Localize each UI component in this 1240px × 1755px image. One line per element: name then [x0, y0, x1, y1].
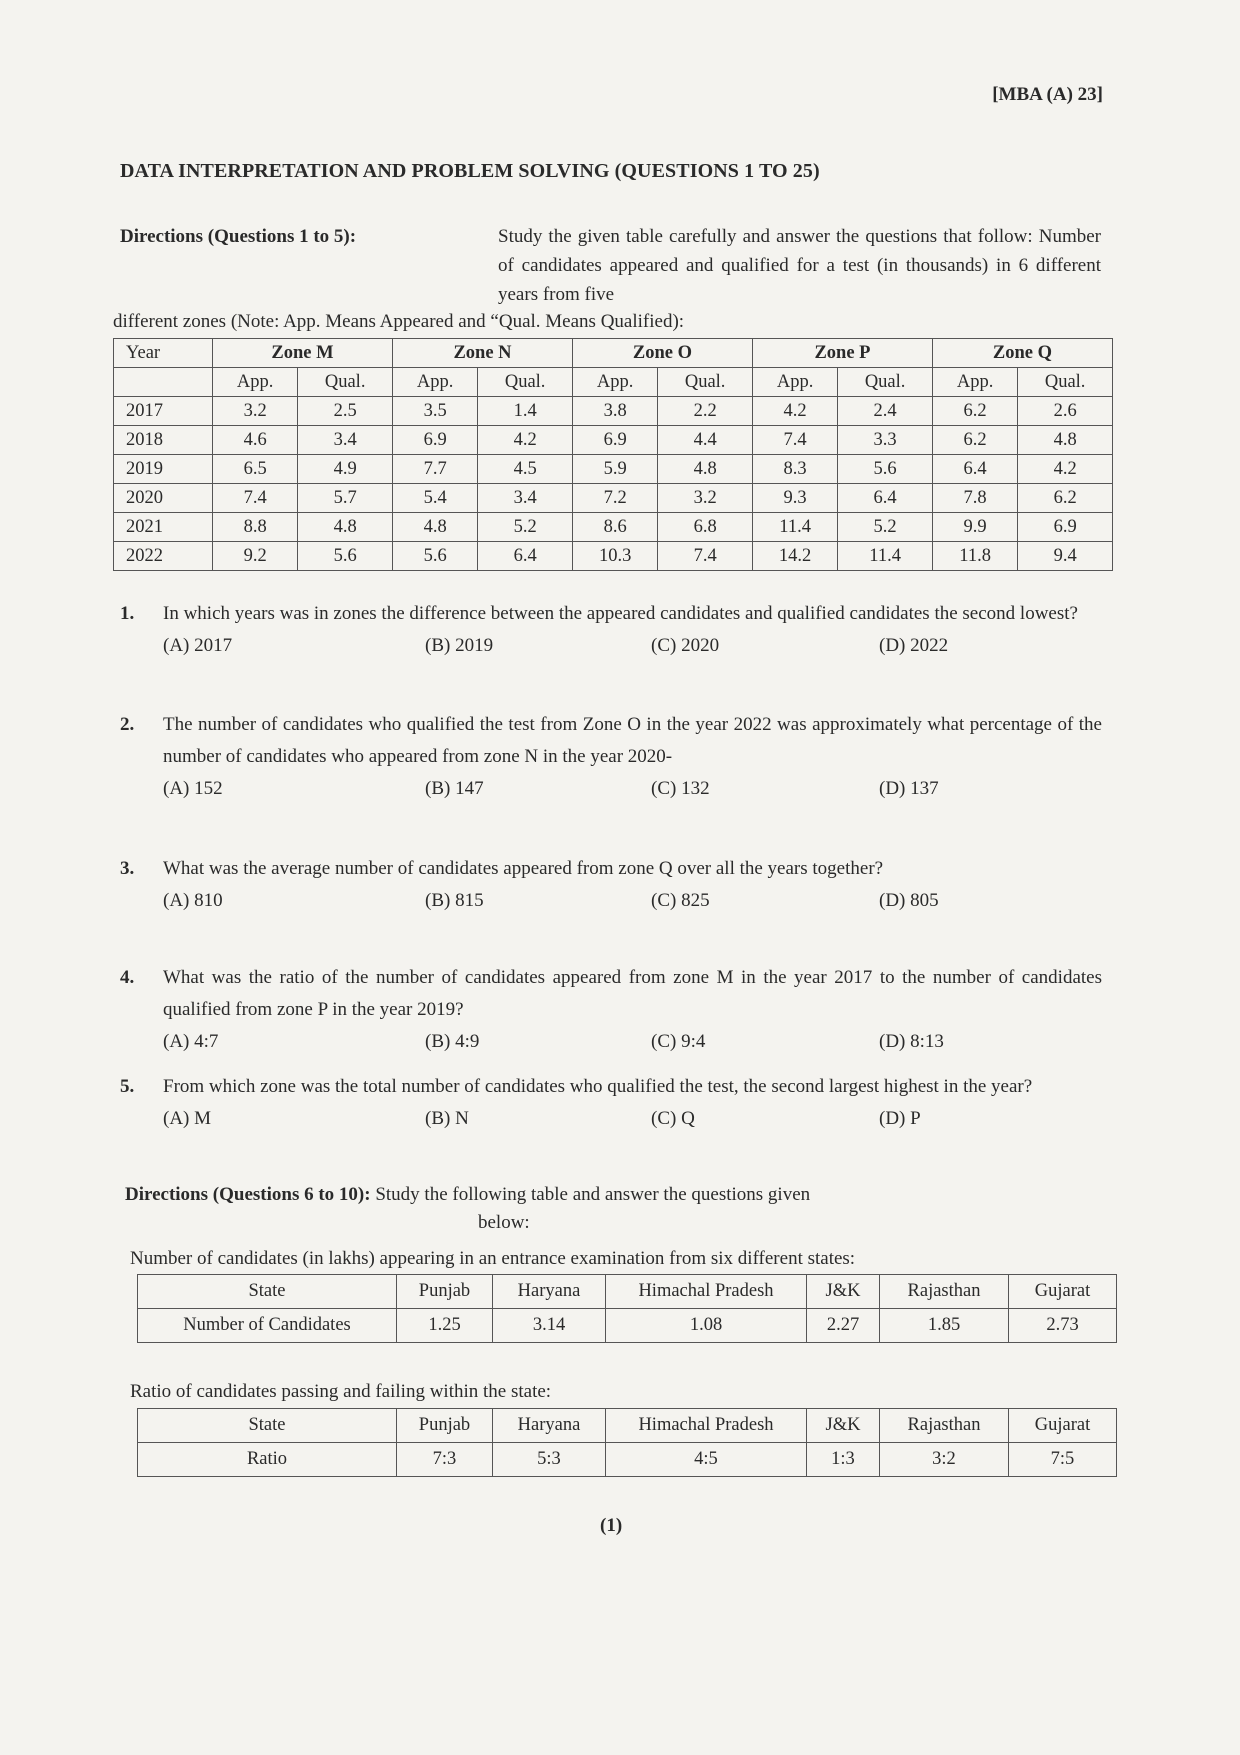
zone-table-row [114, 513, 1113, 542]
options [163, 1026, 1102, 1058]
options [163, 773, 1102, 805]
ratio-caption: Ratio of candidates passing and failing within the state: [130, 1381, 552, 1402]
value-cell: 3.5 [392, 397, 477, 426]
option-b[interactable]: (B) 2019 [425, 635, 494, 656]
zone-header: Zone N [392, 339, 572, 368]
value-cell: 2.2 [658, 397, 753, 426]
option-a[interactable]: (A) M [163, 1108, 212, 1129]
candidates-value-row [138, 1309, 1117, 1343]
directions-2-continuation: below: [478, 1212, 530, 1233]
sub-header: Qual. [838, 368, 933, 397]
value-cell: 7.4 [213, 484, 298, 513]
value-cell: 9.4 [1018, 542, 1113, 571]
value-cell: 4.5 [478, 455, 573, 484]
option-c[interactable]: (C) 132 [651, 778, 710, 799]
value-cell: 4.2 [478, 426, 573, 455]
ratio-value: 1:3 [807, 1443, 880, 1477]
directions-1-text: Study the given table carefully and answer the questions that follow: Number of candidates appeared and qualified for a test (in thousands) in 6 different years from five [498, 226, 1101, 305]
candidate-count: 1.08 [606, 1309, 807, 1343]
ratio-value-row [138, 1443, 1117, 1477]
zone-header: Zone M [213, 339, 393, 368]
directions-1-continuation: different zones (Note: App. Means Appeared and “Qual. Means Qualified): [113, 311, 685, 332]
ratio-header-row [138, 1409, 1117, 1443]
option-a[interactable]: (A) 810 [163, 890, 223, 911]
value-cell: 7.7 [392, 455, 477, 484]
option-b[interactable]: (B) N [425, 1108, 469, 1129]
value-cell: 4.8 [298, 513, 393, 542]
value-cell: 6.9 [572, 426, 657, 455]
value-cell: 4.2 [752, 397, 837, 426]
value-cell: 2.4 [838, 397, 933, 426]
ratio-table [137, 1408, 1117, 1477]
options [163, 1103, 1102, 1135]
question-number: 5. [120, 1076, 135, 1097]
value-cell: 2.5 [298, 397, 393, 426]
value-cell: 9.3 [752, 484, 837, 513]
option-b[interactable]: (B) 4:9 [425, 1031, 480, 1052]
state-name: Rajasthan [880, 1409, 1009, 1443]
section-title: DATA INTERPRETATION AND PROBLEM SOLVING (QUESTIONS 1 TO 25) [120, 160, 820, 182]
state-name: Punjab [397, 1275, 493, 1309]
value-cell: 5.2 [478, 513, 573, 542]
directions-2-label: Directions (Questions 6 to 10): [125, 1184, 371, 1205]
option-d[interactable]: (D) P [879, 1108, 921, 1129]
candidate-count: 2.73 [1009, 1309, 1117, 1343]
value-cell: 7.4 [752, 426, 837, 455]
ratio-value: 7:5 [1009, 1443, 1117, 1477]
year-cell: 2021 [114, 513, 213, 542]
empty-cell [114, 368, 213, 397]
ratio-value: 7:3 [397, 1443, 493, 1477]
state-name: Rajasthan [880, 1275, 1009, 1309]
value-cell: 7.4 [658, 542, 753, 571]
sub-header: App. [572, 368, 657, 397]
value-cell: 7.8 [932, 484, 1017, 513]
question-5 [120, 1071, 1102, 1135]
option-b[interactable]: (B) 815 [425, 890, 484, 911]
zone-table-header-row [114, 339, 1113, 368]
question-text: The number of candidates who qualified the test from Zone O in the year 2022 was approximately what percentage of the number of candidates who appeared from zone N in the year 2020- [163, 714, 1102, 767]
sub-header: Qual. [658, 368, 753, 397]
value-cell: 6.9 [392, 426, 477, 455]
value-cell: 6.4 [932, 455, 1017, 484]
value-cell: 5.6 [838, 455, 933, 484]
state-header: State [138, 1275, 397, 1309]
state-name: Gujarat [1009, 1275, 1117, 1309]
state-name: Himachal Pradesh [606, 1275, 807, 1309]
candidate-count: 1.85 [880, 1309, 1009, 1343]
value-cell: 4.8 [1018, 426, 1113, 455]
option-c[interactable]: (C) 9:4 [651, 1031, 706, 1052]
question-text: What was the ratio of the number of candidates appeared from zone M in the year 2017 to the number of candidates qualified from zone P in the year 2019? [163, 967, 1102, 1020]
sub-header: Qual. [478, 368, 573, 397]
value-cell: 5.7 [298, 484, 393, 513]
zone-header: Zone O [572, 339, 752, 368]
value-cell: 3.2 [213, 397, 298, 426]
zone-table-row [114, 484, 1113, 513]
sub-header: App. [932, 368, 1017, 397]
value-cell: 3.2 [658, 484, 753, 513]
candidates-table [137, 1274, 1117, 1343]
value-cell: 8.6 [572, 513, 657, 542]
zone-table-body [114, 397, 1113, 571]
row-label: Number of Candidates [138, 1309, 397, 1343]
ratio-value: 5:3 [493, 1443, 606, 1477]
candidate-count: 1.25 [397, 1309, 493, 1343]
value-cell: 14.2 [752, 542, 837, 571]
value-cell: 6.5 [213, 455, 298, 484]
option-d[interactable]: (D) 137 [879, 778, 939, 799]
question-text: What was the average number of candidates appeared from zone Q over all the years together? [163, 858, 884, 879]
value-cell: 10.3 [572, 542, 657, 571]
option-d[interactable]: (D) 805 [879, 890, 939, 911]
value-cell: 3.3 [838, 426, 933, 455]
value-cell: 6.4 [478, 542, 573, 571]
ratio-value: 4:5 [606, 1443, 807, 1477]
value-cell: 4.2 [1018, 455, 1113, 484]
year-header: Year [114, 339, 213, 368]
value-cell: 9.2 [213, 542, 298, 571]
sub-header: Qual. [298, 368, 393, 397]
value-cell: 8.3 [752, 455, 837, 484]
year-cell: 2020 [114, 484, 213, 513]
option-c[interactable]: (C) Q [651, 1108, 695, 1129]
value-cell: 6.2 [932, 426, 1017, 455]
option-b[interactable]: (B) 147 [425, 778, 484, 799]
zone-table-row [114, 455, 1113, 484]
option-a[interactable]: (A) 4:7 [163, 1031, 219, 1052]
options [163, 630, 1102, 662]
value-cell: 4.8 [658, 455, 753, 484]
state-name: Punjab [397, 1409, 493, 1443]
value-cell: 3.4 [478, 484, 573, 513]
option-d[interactable]: (D) 2022 [879, 635, 949, 656]
value-cell: 11.8 [932, 542, 1017, 571]
question-text: In which years was in zones the difference between the appeared candidates and qualified candidates the second lowest? [163, 603, 1078, 624]
sub-header: App. [392, 368, 477, 397]
value-cell: 3.8 [572, 397, 657, 426]
sub-header: App. [752, 368, 837, 397]
candidate-count: 3.14 [493, 1309, 606, 1343]
value-cell: 7.2 [572, 484, 657, 513]
value-cell: 4.6 [213, 426, 298, 455]
question-4 [120, 962, 1102, 1058]
value-cell: 4.8 [392, 513, 477, 542]
value-cell: 5.6 [392, 542, 477, 571]
option-a[interactable]: (A) 2017 [163, 635, 233, 656]
sub-header: Qual. [1018, 368, 1113, 397]
value-cell: 4.4 [658, 426, 753, 455]
value-cell: 9.9 [932, 513, 1017, 542]
value-cell: 11.4 [838, 542, 933, 571]
candidates-caption: Number of candidates (in lakhs) appearing in an entrance examination from six different states: [130, 1248, 856, 1269]
question-number: 1. [120, 603, 135, 624]
value-cell: 5.2 [838, 513, 933, 542]
value-cell: 2.6 [1018, 397, 1113, 426]
question-1 [120, 598, 1102, 662]
value-cell: 6.9 [1018, 513, 1113, 542]
state-name: Haryana [493, 1275, 606, 1309]
zone-table-row [114, 397, 1113, 426]
paper-code: [MBA (A) 23] [992, 84, 1103, 105]
state-header: State [138, 1409, 397, 1443]
state-name: J&K [807, 1275, 880, 1309]
value-cell: 11.4 [752, 513, 837, 542]
directions-2 [125, 1180, 1103, 1210]
value-cell: 8.8 [213, 513, 298, 542]
year-cell: 2022 [114, 542, 213, 571]
question-3 [120, 853, 1102, 917]
value-cell: 4.9 [298, 455, 393, 484]
state-name: J&K [807, 1409, 880, 1443]
option-a[interactable]: (A) 152 [163, 778, 223, 799]
zone-table-subheader-row [114, 368, 1113, 397]
state-name: Gujarat [1009, 1409, 1117, 1443]
value-cell: 6.2 [1018, 484, 1113, 513]
candidate-count: 2.27 [807, 1309, 880, 1343]
zone-header: Zone Q [932, 339, 1112, 368]
question-number: 2. [120, 714, 135, 735]
year-cell: 2017 [114, 397, 213, 426]
year-cell: 2018 [114, 426, 213, 455]
option-c[interactable]: (C) 2020 [651, 635, 720, 656]
zone-table-row [114, 542, 1113, 571]
candidates-header-row [138, 1275, 1117, 1309]
options [163, 885, 1102, 917]
value-cell: 3.4 [298, 426, 393, 455]
value-cell: 6.8 [658, 513, 753, 542]
state-name: Haryana [493, 1409, 606, 1443]
value-cell: 5.9 [572, 455, 657, 484]
value-cell: 5.6 [298, 542, 393, 571]
zone-header: Zone P [752, 339, 932, 368]
zone-table [113, 338, 1113, 571]
page-number: (1) [600, 1515, 623, 1536]
zone-table-row [114, 426, 1113, 455]
question-2 [120, 709, 1102, 805]
value-cell: 5.4 [392, 484, 477, 513]
question-number: 3. [120, 858, 135, 879]
option-d[interactable]: (D) 8:13 [879, 1031, 944, 1052]
value-cell: 1.4 [478, 397, 573, 426]
question-text: From which zone was the total number of candidates who qualified the test, the second largest highest in the year? [163, 1076, 1033, 1097]
option-c[interactable]: (C) 825 [651, 890, 710, 911]
year-cell: 2019 [114, 455, 213, 484]
ratio-value: 3:2 [880, 1443, 1009, 1477]
value-cell: 6.2 [932, 397, 1017, 426]
row-label: Ratio [138, 1443, 397, 1477]
directions-2-text: Study the following table and answer the questions given [375, 1184, 811, 1205]
state-name: Himachal Pradesh [606, 1409, 807, 1443]
sub-header: App. [213, 368, 298, 397]
value-cell: 6.4 [838, 484, 933, 513]
directions-1-label: Directions (Questions 1 to 5): [120, 226, 357, 247]
question-number: 4. [120, 967, 135, 988]
